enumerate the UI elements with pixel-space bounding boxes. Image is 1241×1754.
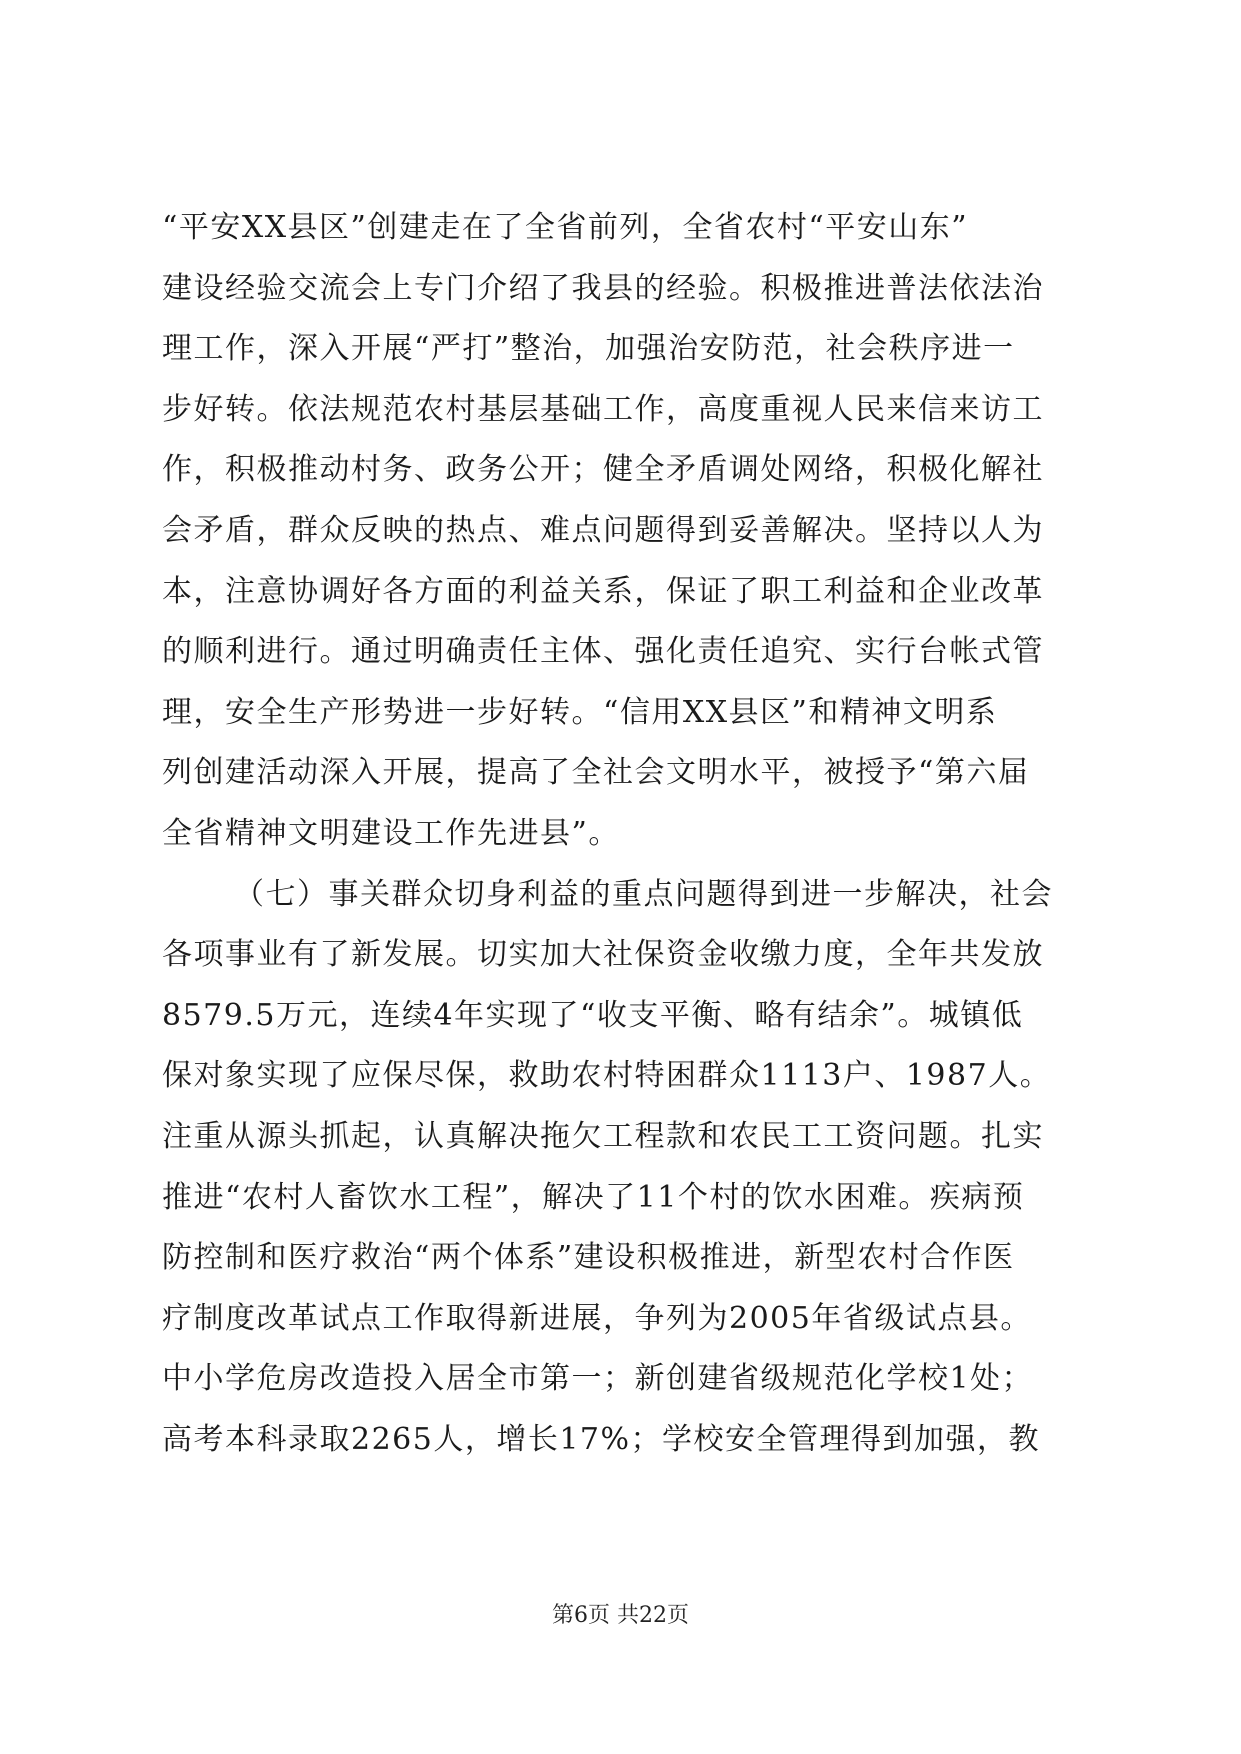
text-line: 防控制和医疗救治“两个体系”建设积极推进，新型农村合作医 — [162, 1240, 1015, 1276]
text-line: 疗制度改革试点工作取得新进展，争列为2005年省级试点县。 — [162, 1300, 1032, 1336]
text-line: 8579.5万元，连续4年实现了“收支平衡、略有结余”。城镇低 — [162, 997, 1024, 1033]
text-line: 各项事业有了新发展。切实加大社保资金收缴力度，全年共发放 — [162, 937, 1044, 973]
text-line: 高考本科录取2265人，增长17%；学校安全管理得到加强，教 — [162, 1421, 1041, 1457]
text-line: 推进“农村人畜饮水工程”，解决了11个村的饮水困难。疾病预 — [162, 1179, 1025, 1215]
text-line: 注重从源头抓起，认真解决拖欠工程款和农民工工资问题。扎实 — [162, 1118, 1044, 1154]
text-line: 列创建活动深入开展，提高了全社会文明水平，被授予“第六届 — [162, 755, 1030, 791]
text-line: 作，积极推动村务、政务公开；健全矛盾调处网络，积极化解社 — [162, 452, 1044, 488]
section-heading-line: （七）事关群众切身利益的重点问题得到进一步解决，社会 — [234, 876, 1053, 912]
text-line: 步好转。依法规范农村基层基础工作，高度重视人民来信来访工 — [162, 391, 1044, 427]
text-line: 理工作，深入开展“严打”整治，加强治安防范，社会秩序进一 — [162, 331, 1015, 367]
text-line: 中小学危房改造投入居全市第一；新创建省级规范化学校1处； — [162, 1361, 1034, 1397]
page-number-footer: 第6页 共22页 — [552, 1603, 689, 1628]
text-line: 建设经验交流会上专门介绍了我县的经验。积极推进普法依法治 — [162, 270, 1044, 306]
text-line: 本，注意协调好各方面的利益关系，保证了职工利益和企业改革 — [162, 573, 1044, 609]
text-line: 的顺利进行。通过明确责任主体、强化责任追究、实行台帐式管 — [162, 634, 1044, 670]
text-line: 会矛盾，群众反映的热点、难点问题得到妥善解决。坚持以人为 — [162, 512, 1044, 548]
text-line: 保对象实现了应保尽保，救助农村特困群众1113户、1987人。 — [162, 1058, 1052, 1094]
text-line: 理，安全生产形势进一步好转。“信用XX县区”和精神文明系 — [162, 694, 998, 730]
text-line: 全省精神文明建设工作先进县”。 — [162, 815, 620, 851]
text-line: “平安XX县区”创建走在了全省前列，全省农村“平安山东” — [162, 210, 969, 245]
body-text — [162, 198, 1102, 1470]
